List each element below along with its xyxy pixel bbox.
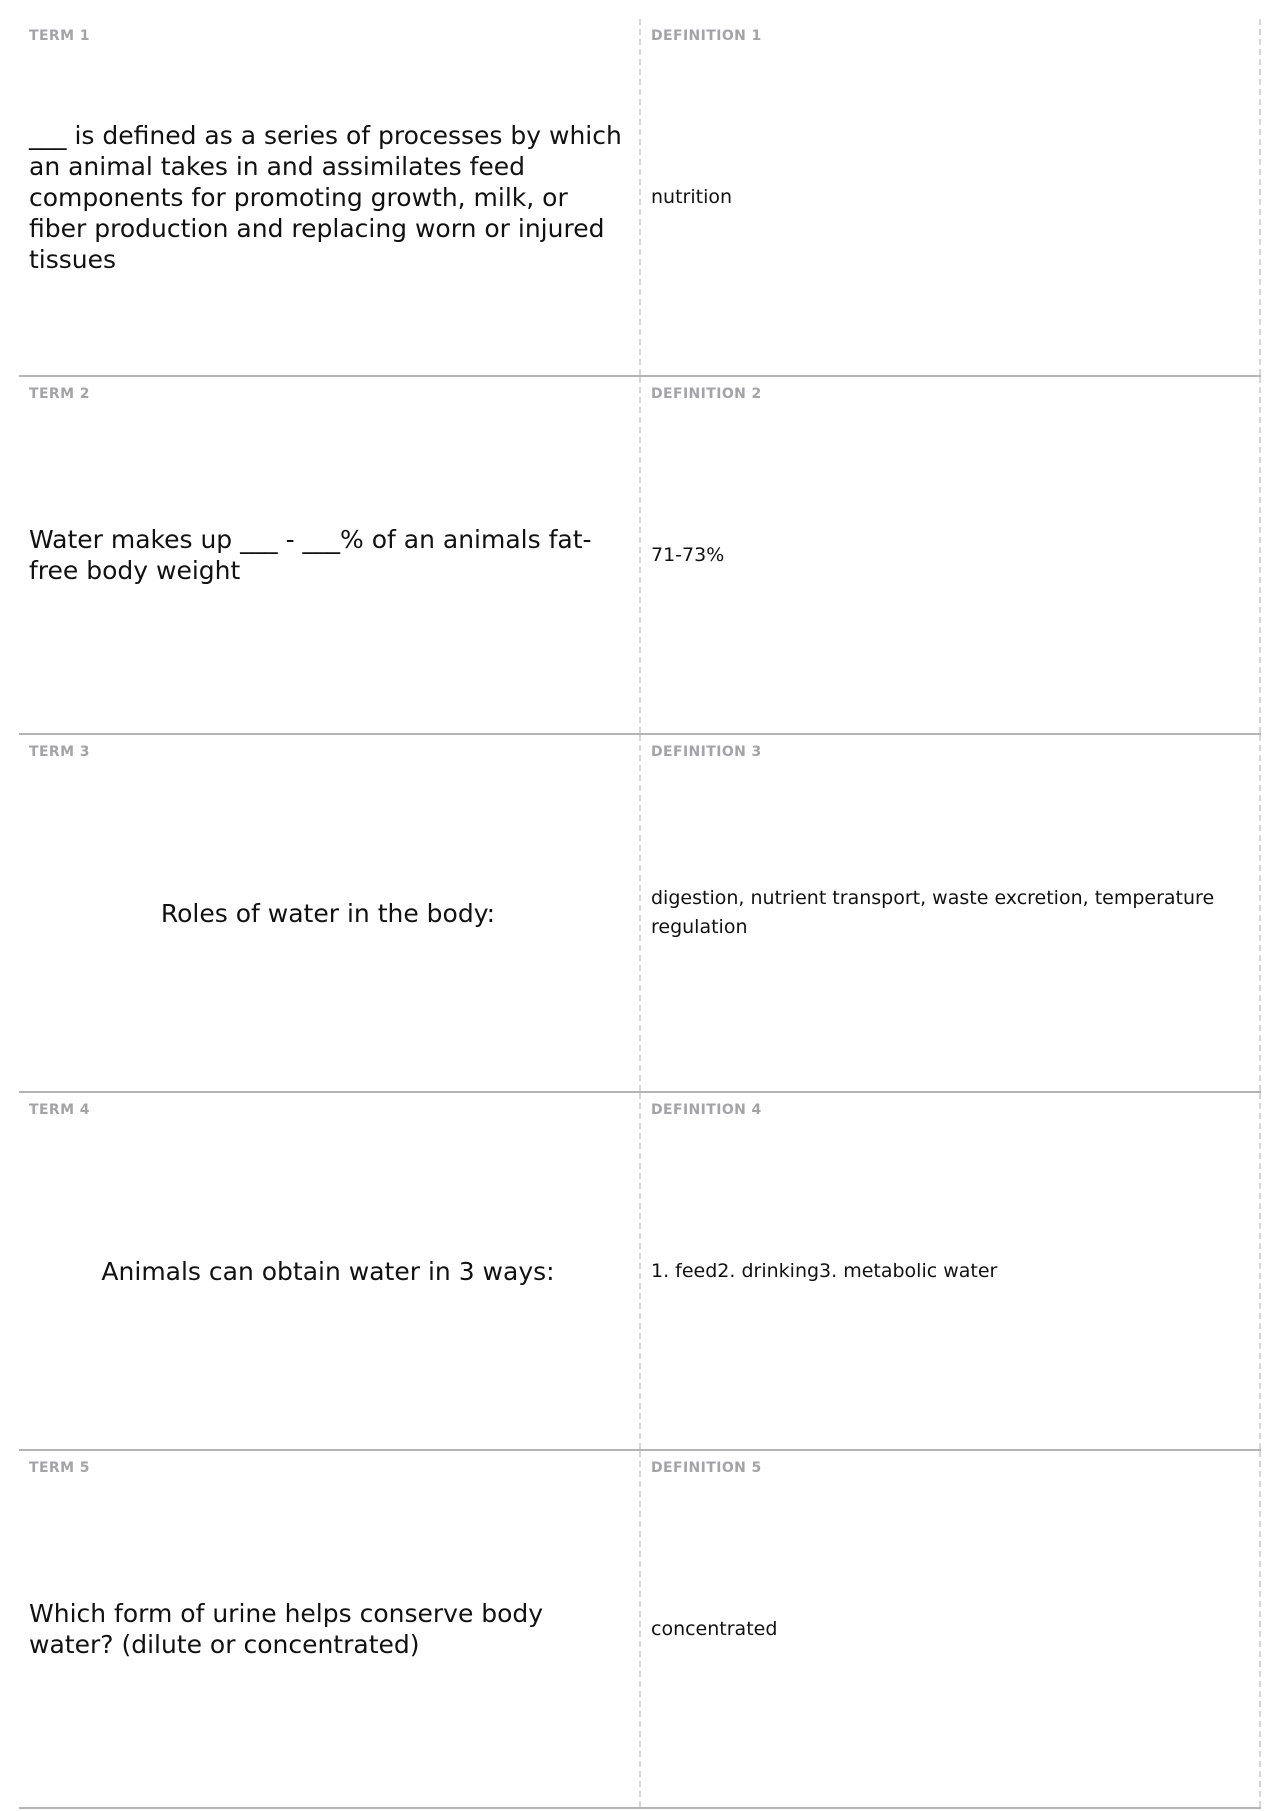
definition-text-container [651, 377, 1245, 733]
term-text-container [29, 377, 627, 733]
term-text-container [29, 1093, 627, 1449]
definition-cell [641, 1093, 1261, 1449]
definition-label: DEFINITION 3 [651, 744, 762, 760]
term-cell [19, 1451, 641, 1807]
definition-text: nutrition [651, 185, 733, 208]
definition-cell [641, 1451, 1261, 1807]
flashcard-row [19, 1451, 1261, 1809]
term-text: Roles of water in the body: [160, 898, 496, 928]
definition-cell [641, 735, 1261, 1091]
term-label: TERM 2 [29, 386, 90, 402]
definition-cell [641, 377, 1261, 733]
definition-text-container [651, 1451, 1245, 1807]
definition-text-container [651, 1093, 1245, 1449]
definition-text: digestion, nutrient transport, waste excretion, temperature regulation [651, 887, 1215, 938]
definition-cell [641, 19, 1261, 375]
flashcard-sheet [19, 19, 1261, 1809]
term-text-container [29, 1451, 627, 1807]
definition-label: DEFINITION 5 [651, 1460, 762, 1476]
flashcard-row [19, 1093, 1261, 1451]
definition-text-container [651, 19, 1245, 375]
term-text: ___ is defined as a series of processes by which an animal takes in and assimilates feed components for promoting growth, milk, or fiber production and replacing worn or injured tissues [29, 120, 622, 274]
term-label: TERM 3 [29, 744, 90, 760]
term-text: Water makes up ___ - ___% of an animals fat-free body weight [29, 525, 592, 585]
definition-label: DEFINITION 1 [651, 28, 762, 44]
definition-text-container [651, 735, 1245, 1091]
term-label: TERM 1 [29, 28, 90, 44]
term-text-container [29, 735, 627, 1091]
definition-text: 71-73% [651, 543, 725, 566]
term-text: Which form of urine helps conserve body water? (dilute or concentrated) [29, 1599, 544, 1659]
flashcard-row [19, 19, 1261, 377]
term-cell [19, 1093, 641, 1449]
flashcard-row [19, 377, 1261, 735]
definition-label: DEFINITION 4 [651, 1102, 762, 1118]
definition-text: concentrated [651, 1617, 778, 1640]
term-label: TERM 4 [29, 1102, 90, 1118]
definition-label: DEFINITION 2 [651, 386, 762, 402]
flashcard-row [19, 735, 1261, 1093]
term-label: TERM 5 [29, 1460, 90, 1476]
term-cell [19, 19, 641, 375]
term-text-container [29, 19, 627, 375]
term-cell [19, 377, 641, 733]
term-cell [19, 735, 641, 1091]
term-text: Animals can obtain water in 3 ways: [101, 1256, 555, 1286]
definition-text: 1. feed2. drinking3. metabolic water [651, 1259, 998, 1282]
